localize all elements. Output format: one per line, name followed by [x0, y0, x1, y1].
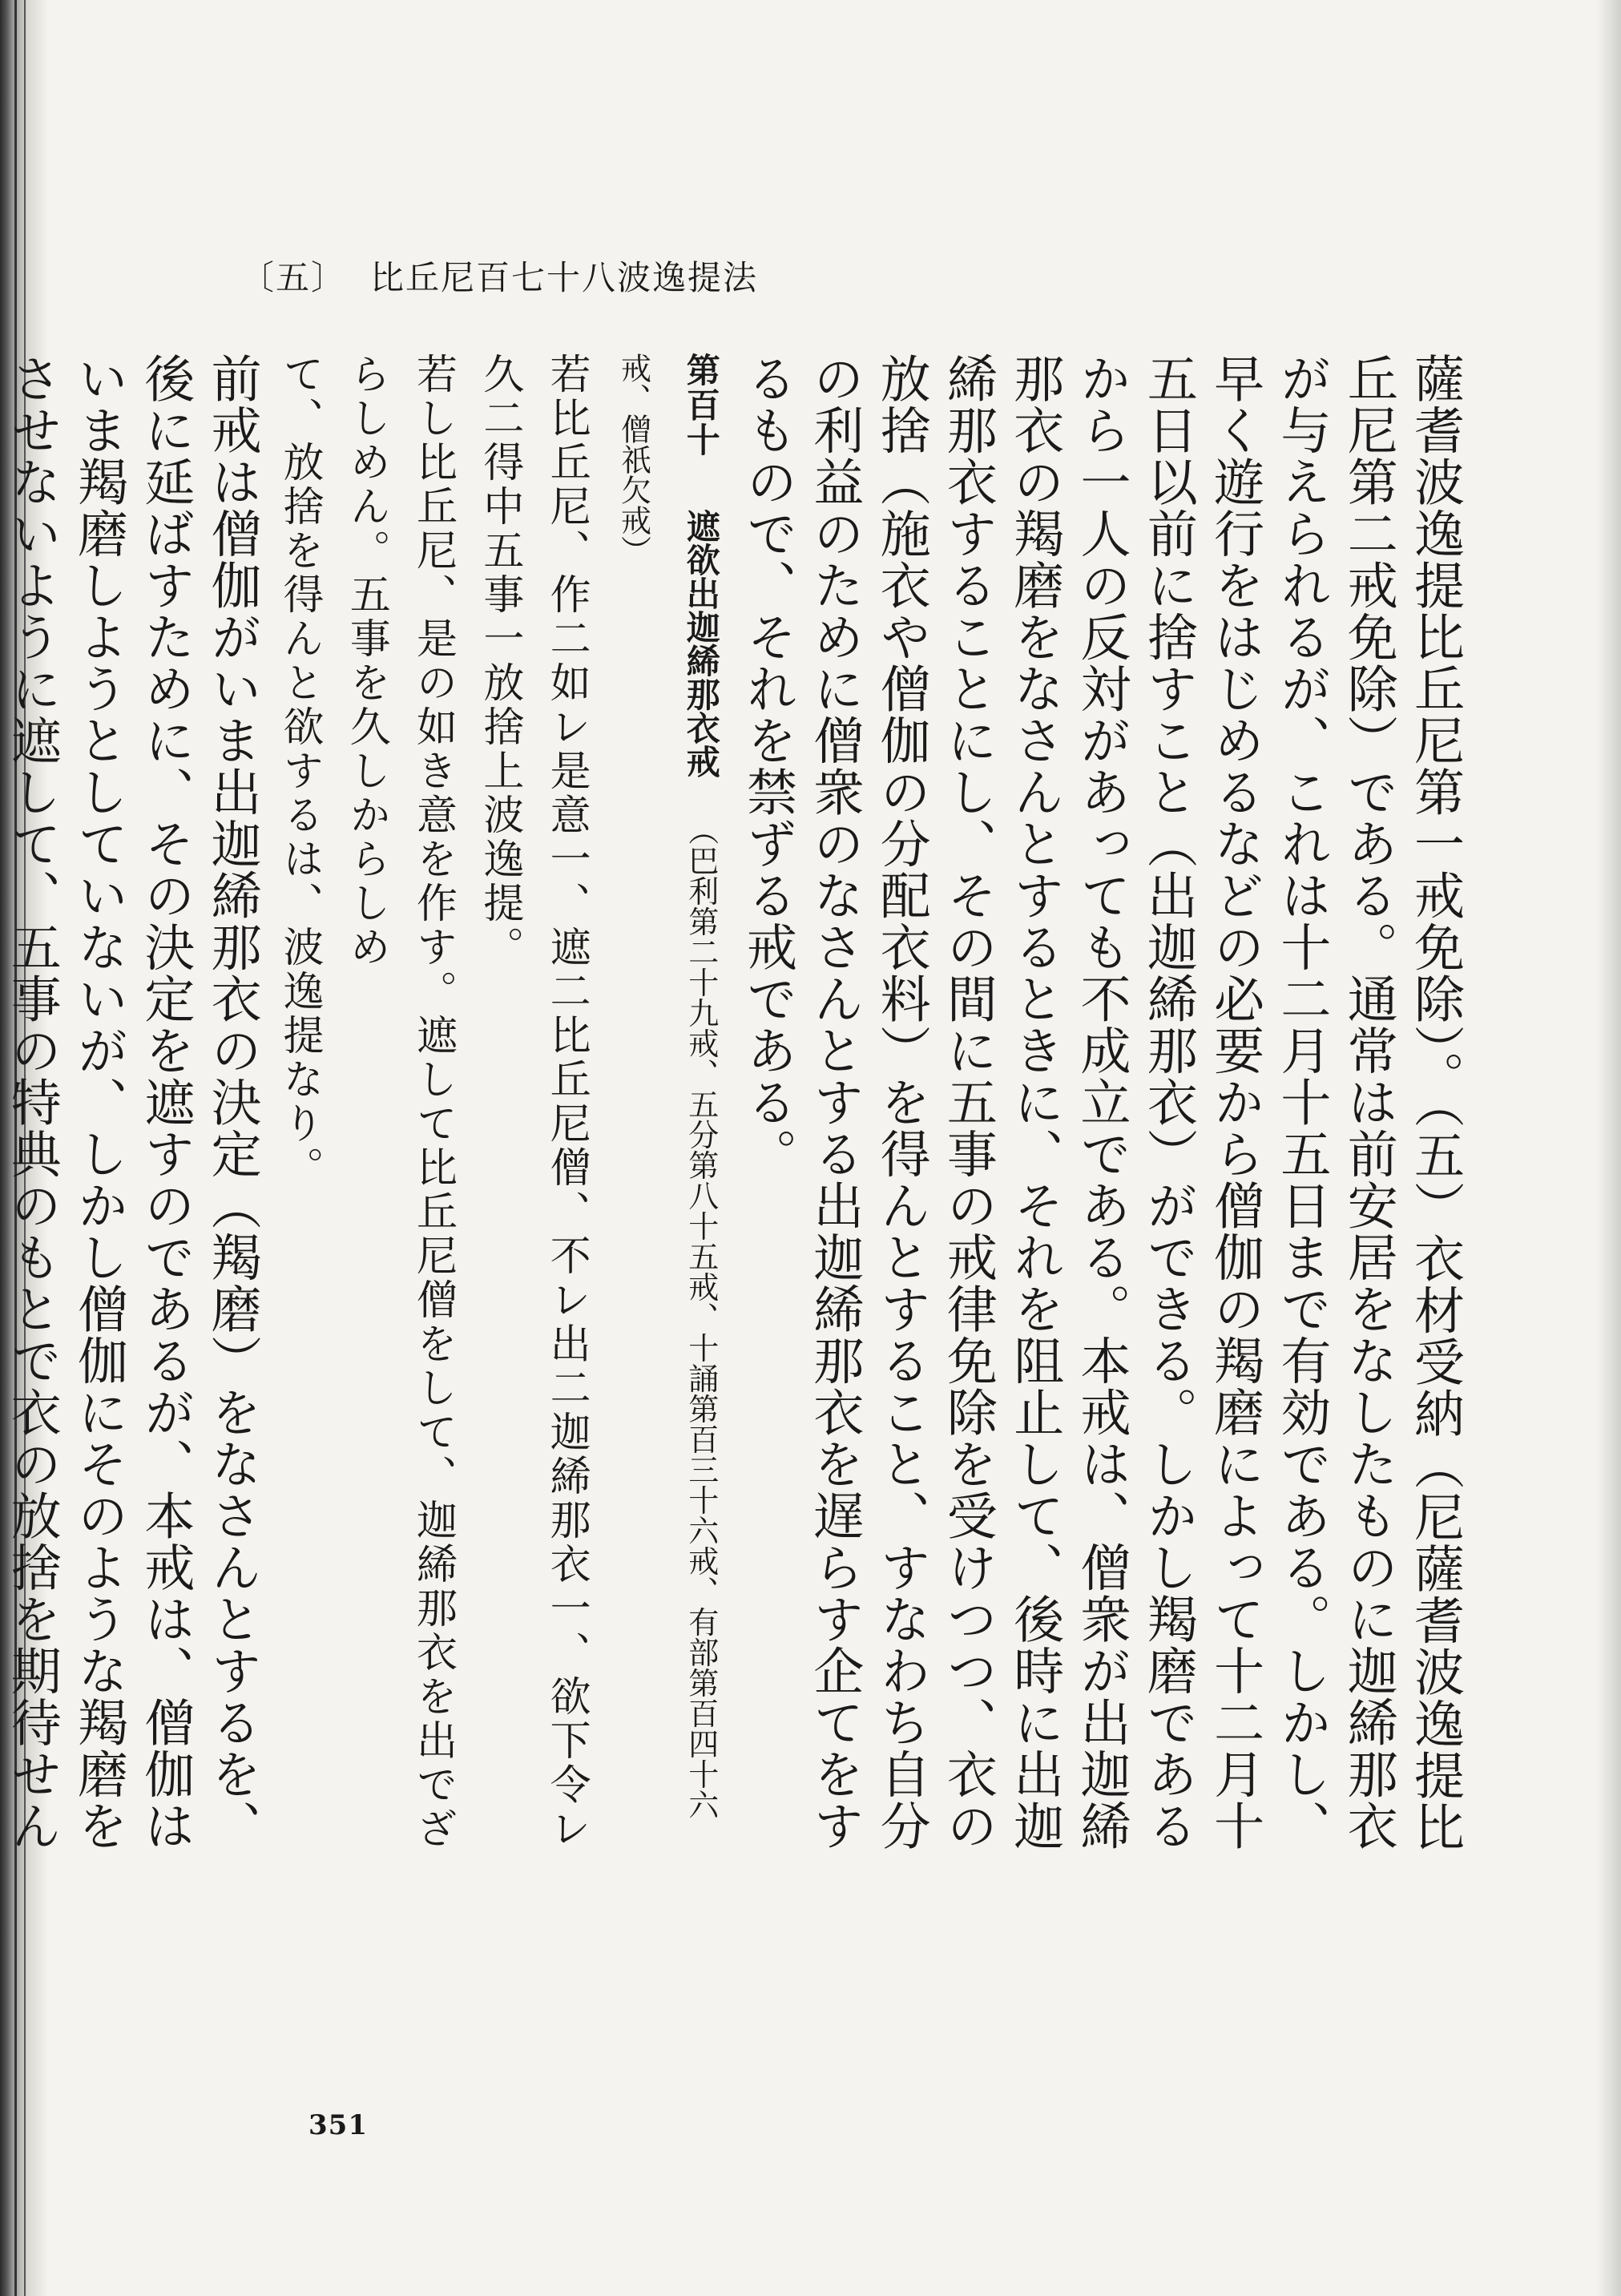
page-edge: [1597, 0, 1621, 2296]
running-head: [240, 252, 1042, 300]
commentary-paragraph: 前戒は僧伽がいま出迦絺那衣の決定（羯磨）をなさんとするを、後に延ばすために、その決定を遮すのであるが、本戒は、僧伽はいま羯磨しようとしていないが、しかし僧伽にそのような羯磨をさせないように遮して、五事の特典のもとで衣の放捨を期待せん: [2, 353, 262, 1852]
body-paragraph: 薩耆波逸提比丘尼第一戒免除）。（五）衣材受納（尼薩耆波逸提比丘尼第二戒免除）である。通常は前安居をなしたものに迦絺那衣が与えられるが、これは十二月十五日まで有効である。しかし、早く遊行をはじめるなどの必要から僧伽の羯磨によって十二月十五日以前に捨すこと（出迦絺那衣）ができる。しかし羯磨であるから一人の反対があっても不成立である。本戒は、僧衆が出迦絺那衣の羯磨をなさんとするときに、それを阻止して、後時に出迦絺那衣することにし、その間に五事の戒律免除を受けつつ、衣の放捨（施衣や僧伽の分配衣料）を得んとすること、すなわち自分の利益のために僧衆のなさんとする出迦絺那衣を遅らす企てをするもので、それを禁ずる戒である。: [739, 353, 1465, 1853]
rule-heading: [599, 353, 735, 1859]
vertical-body-text: [0, 353, 1469, 1859]
rule-reading-cont: て、放捨を得んと欲するは、波逸提なり。: [275, 353, 323, 1190]
rule-kanbun: 若比丘尼、作二如レ是意一、遮二比丘尼僧、不レ出二迦絺那衣一、欲下令レ久二得中五事一放捨上波逸提。: [475, 353, 591, 1851]
page-number: 351: [308, 2109, 368, 2141]
section-number: 〔五〕: [240, 258, 347, 297]
rule-reading: 若し比丘尼、是の如き意を作す。遮して比丘尼僧をして、迦絺那衣を出でざらしめん。五事を久しからしめ: [342, 353, 457, 1851]
rule-references: （巴利第二十九戒、五分第八十五戒、十誦第百三十六戒、有部第百四十六戒、僧祇欠戒）: [615, 353, 719, 1820]
section-title: 比丘尼百七十八波逸提法: [370, 258, 759, 297]
rule-title: 遮欲出迦絺那衣戒: [681, 509, 721, 778]
rule-number: 第百十: [681, 353, 721, 458]
